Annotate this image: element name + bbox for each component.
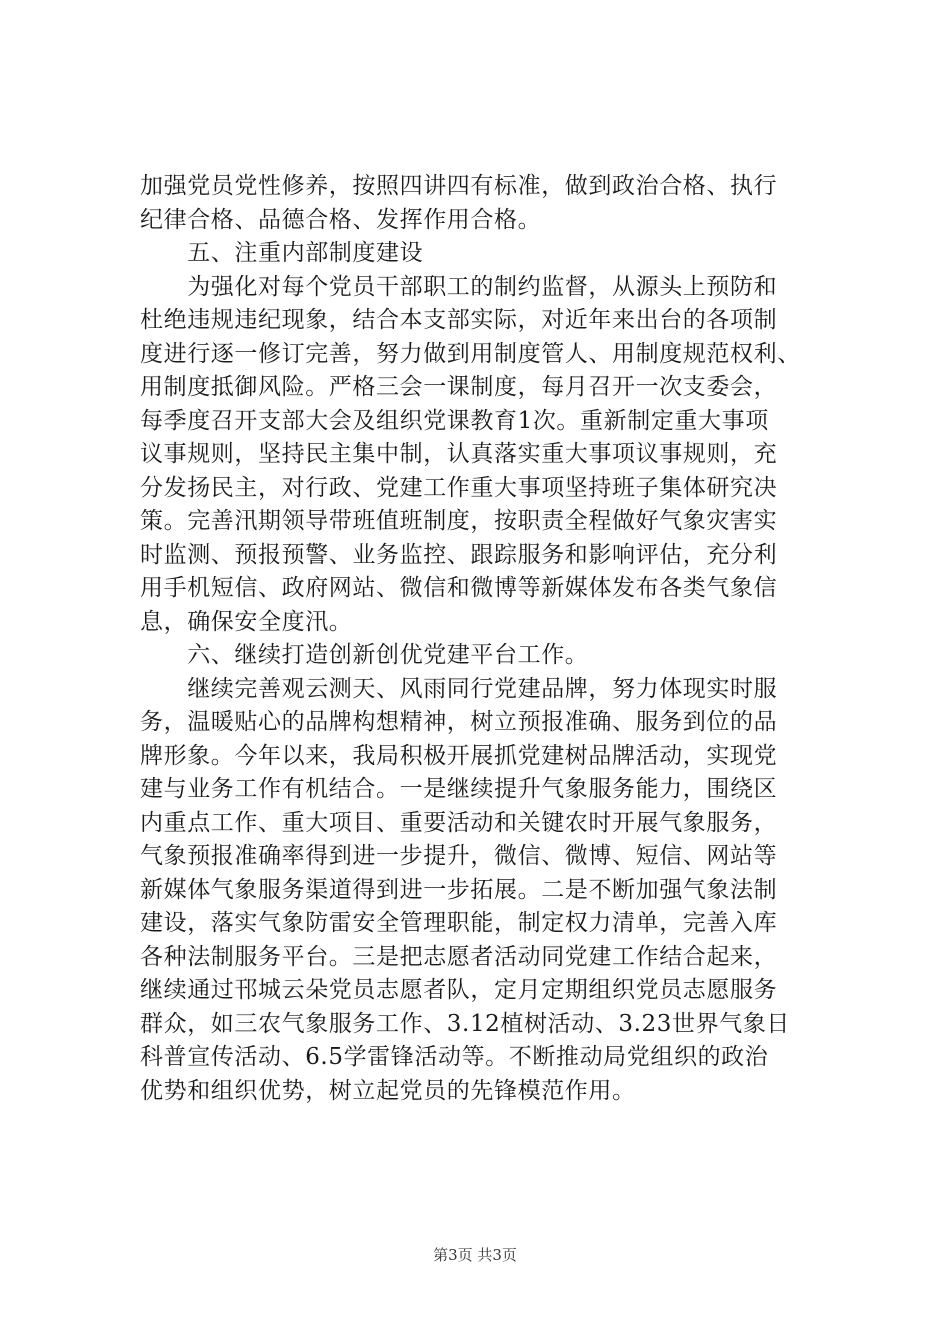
text-line: 纪律合格、品德合格、发挥作用合格。 xyxy=(140,206,542,233)
text-line: 各种法制服务平台。三是把志愿者活动同党建工作结合起来， xyxy=(140,943,778,970)
page-footer xyxy=(0,1244,950,1265)
text-line: 牌形象。今年以来，我局积极开展抓党建树品牌活动，实现党 xyxy=(140,742,778,769)
text-line: 继续完善观云测天、风雨同行党建品牌，努力体现实时服 xyxy=(140,675,778,702)
text-line: 新媒体气象服务渠道得到进一步拓展。二是不断加强气象法制 xyxy=(140,876,778,903)
text-line: 每季度召开支部大会及组织党课教育1次。重新制定重大事项 xyxy=(140,407,769,434)
text-line: 杜绝违规违纪现象，结合本支部实际，对近年来出台的各项制 xyxy=(140,307,778,333)
text-line: 气象预报准确率得到进一步提升，微信、微博、短信、网站等 xyxy=(140,843,778,869)
text-line: 群众，如三农气象服务工作、3.12植树活动、3.23世界气象日 xyxy=(140,1010,791,1037)
text-line: 息，确保安全度汛。 xyxy=(140,608,353,635)
page-number-label: 第3页 共3页 xyxy=(433,1246,517,1264)
document-body xyxy=(140,170,840,1108)
text-line: 科普宣传活动、6.5学雷锋活动等。不断推动局党组织的政治 xyxy=(140,1044,769,1070)
text-line: 时监测、预报预警、业务监控、跟踪服务和影响评估，充分利 xyxy=(140,541,778,568)
text-line: 继续通过邗城云朵党员志愿者队，定月定期组织党员志愿服务 xyxy=(140,977,778,1003)
section-heading: 六、继续打造创新创优党建平台工作。 xyxy=(140,642,589,668)
text-line: 内重点工作、重大项目、重要活动和关键农时开展气象服务， xyxy=(140,809,778,836)
text-line: 优势和组织优势，树立起党员的先锋模范作用。 xyxy=(140,1077,636,1104)
text-line: 议事规则，坚持民主集中制，认真落实重大事项议事规则，充 xyxy=(140,441,778,467)
text-line: 加强党员党性修养，按照四讲四有标准，做到政治合格、执行 xyxy=(140,173,778,199)
text-line: 建设，落实气象防雷安全管理职能，制定权力清单，完善入库 xyxy=(140,910,778,936)
text-line: 用制度抵御风险。严格三会一课制度，每月召开一次支委会， xyxy=(140,374,778,400)
text-line: 用手机短信、政府网站、微信和微博等新媒体发布各类气象信 xyxy=(140,575,778,601)
text-line: 度进行逐一修订完善，努力做到用制度管人、用制度规范权利、 xyxy=(140,340,801,367)
text-line: 务，温暖贴心的品牌构想精神，树立预报准确、服务到位的品 xyxy=(140,709,778,735)
section-heading: 五、注重内部制度建设 xyxy=(140,240,424,266)
text-line: 分发扬民主，对行政、党建工作重大事项坚持班子集体研究决 xyxy=(140,474,778,501)
text-line: 策。完善汛期领导带班值班制度，按职责全程做好气象灾害实 xyxy=(140,508,778,534)
text-line: 建与业务工作有机结合。一是继续提升气象服务能力，围绕区 xyxy=(140,776,778,802)
text-line: 为强化对每个党员干部职工的制约监督，从源头上预防和 xyxy=(140,273,778,300)
